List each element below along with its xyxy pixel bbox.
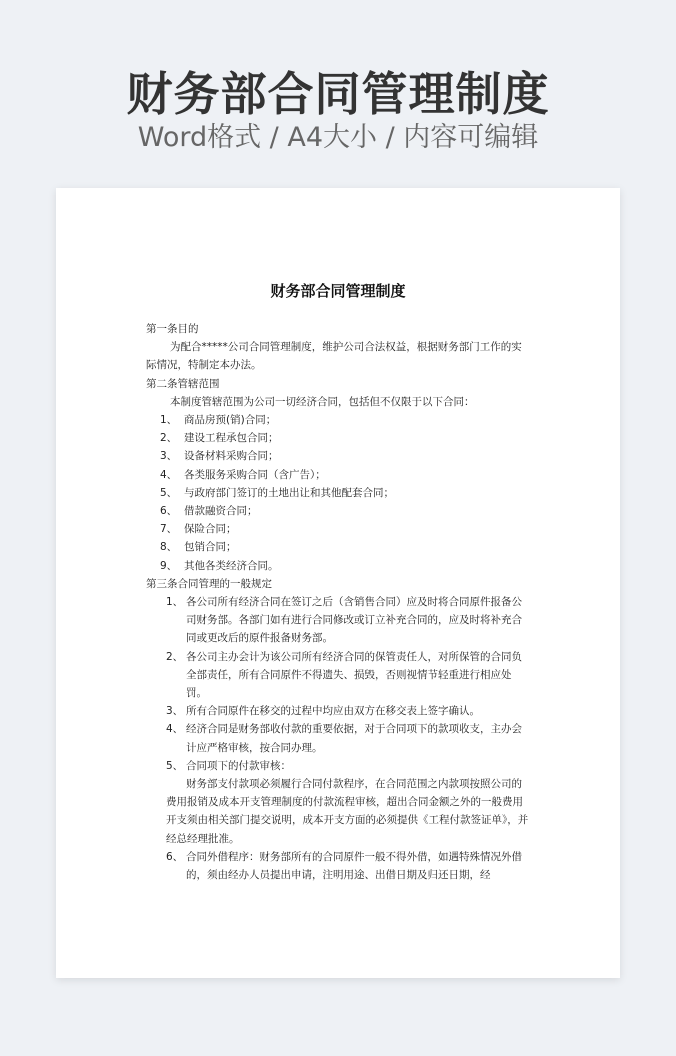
numbered-item-number: 1、 <box>166 596 184 609</box>
list-item-number: 5、 <box>160 486 178 499</box>
numbered-item-text: 各公司所有经济合同在签订之后（含销售合同）应及时将合同原件报备公司财务部。各部门如有进行合同修改或订立补充合同的，应及时将补充合同或更改后的原件报备财务部。 <box>186 596 522 645</box>
list-item <box>146 502 530 520</box>
numbered-item <box>146 593 530 648</box>
numbered-item-number: 3、 <box>166 705 184 718</box>
hero-title: 财务部合同管理制度 <box>126 67 550 121</box>
article1-heading: 第一条目的 <box>146 323 199 335</box>
list-item <box>146 447 530 465</box>
list-item-text: 其他各类经济合同。 <box>184 559 279 572</box>
article3-heading: 第三条合同管理的一般规定 <box>146 577 272 590</box>
list-item-number: 1、 <box>160 414 178 427</box>
item5-paragraph: 财务部支付款项必须履行合同付款程序，在合同范围之内款项按照公司的费用报销及成本开支管理制度的付款流程审核，超出合同金额之外的一般费用开支须由相关部门提交说明，成本开支方面的必须提供《工程付款签证单》，并经总经理批准。 <box>166 778 529 845</box>
list-item-number: 2、 <box>160 432 178 445</box>
article2-intro: 本制度管辖范围为公司一切经济合同，包括但不仅限于以下合同： <box>170 395 475 408</box>
list-item <box>146 538 530 556</box>
list-item-number: 8、 <box>160 541 178 554</box>
list-item-number: 3、 <box>160 450 178 463</box>
hero-subtitle: Word格式 / A4大小 / 内容可编辑 <box>137 122 539 153</box>
numbered-item-number: 2、 <box>166 650 184 663</box>
numbered-item-text: 各公司主办会计为该公司所有经济合同的保管责任人，对所保管的合同负全部责任，所有合同原件不得遗失、损毁，否则视情节轻重进行相应处罚。 <box>186 650 522 700</box>
list-item-text: 建设工程承包合同； <box>184 432 279 445</box>
list-item <box>146 557 530 575</box>
list-item-number: 9、 <box>160 559 178 572</box>
document-body <box>146 320 530 884</box>
numbered-item <box>146 848 530 884</box>
list-item-text: 各类服务采购合同（含广告）； <box>184 468 326 481</box>
list-item-number: 4、 <box>160 468 178 481</box>
list-item <box>146 466 530 484</box>
numbered-item <box>146 648 530 703</box>
list-item-text: 包销合同； <box>184 541 237 554</box>
numbered-item-number: 5、 <box>166 759 184 772</box>
article1-text: 为配合*****公司合同管理制度，维护公司合法权益，根据财务部门工作的实际情况，特制定本办法。 <box>146 341 522 372</box>
list-item-text: 与政府部门签订的土地出让和其他配套合同； <box>184 486 394 499</box>
numbered-item-text: 所有合同原件在移交的过程中均应由双方在移交表上签字确认。 <box>186 705 480 718</box>
numbered-item <box>146 720 530 756</box>
list-item-text: 保险合同； <box>184 523 237 536</box>
numbered-item-text: 经济合同是财务部收付款的重要依据，对于合同项下的款项收支，主办会计应严格审核，按合同办理。 <box>186 723 522 754</box>
list-item-text: 借款融资合同； <box>184 505 258 518</box>
document-page <box>56 188 620 978</box>
document-title: 财务部合同管理制度 <box>270 282 406 300</box>
numbered-item <box>146 757 530 775</box>
list-item <box>146 429 530 447</box>
list-item <box>146 484 530 502</box>
numbered-item <box>146 702 530 720</box>
list-item-text: 商品房预(销)合同； <box>184 414 277 427</box>
list-item <box>146 520 530 538</box>
article2-heading: 第二条管辖范围 <box>146 377 220 390</box>
list-item <box>146 411 530 429</box>
numbered-item-number: 4、 <box>166 723 184 736</box>
list-item-number: 7、 <box>160 523 178 536</box>
numbered-item-text: 合同外借程序：财务部所有的合同原件一般不得外借，如遇特殊情况外借的，须由经办人员提出申请，注明用途、出借日期及归还日期，经 <box>186 850 522 882</box>
numbered-item-text: 合同项下的付款审核： <box>186 759 291 772</box>
list-item-number: 6、 <box>160 505 178 518</box>
numbered-item-number: 6、 <box>166 850 184 863</box>
list-item-text: 设备材料采购合同； <box>184 450 279 463</box>
